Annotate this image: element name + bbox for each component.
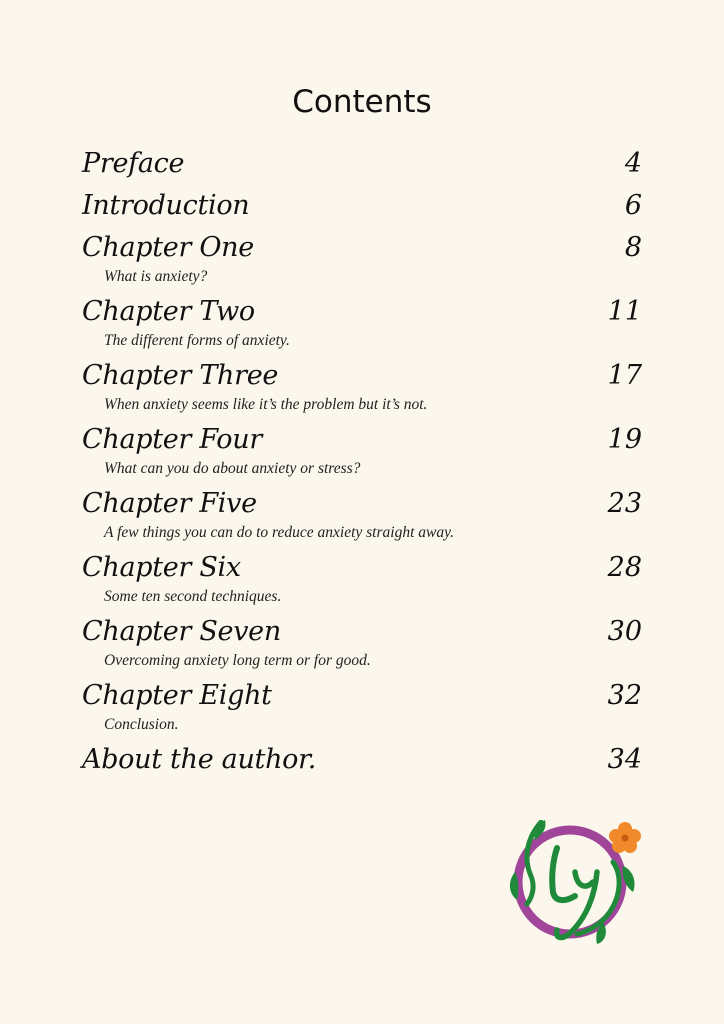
- toc-entry-page: 17: [607, 360, 642, 391]
- toc-entry-subtitle: Some ten second techniques.: [104, 588, 282, 605]
- toc-entry-page: 23: [607, 488, 642, 519]
- toc-entry-title: Chapter Two: [82, 296, 255, 327]
- logo-flower: [609, 822, 641, 853]
- toc-entry-preface[interactable]: [80, 148, 644, 188]
- toc-entry-subtitle: Conclusion.: [104, 716, 179, 733]
- toc-entry-chapter-eight[interactable]: [80, 680, 644, 733]
- toc-entry-title: Chapter Eight: [82, 680, 272, 711]
- toc-entry-page: 8: [624, 232, 642, 263]
- toc-entry-page: 6: [624, 190, 642, 221]
- toc-entry-subtitle: Overcoming anxiety long term or for good.: [104, 652, 371, 669]
- toc-entry-title: Introduction: [82, 190, 250, 221]
- logo-letter-l: [552, 848, 575, 900]
- toc-entry-chapter-five[interactable]: [80, 488, 644, 541]
- toc-entry-title: Chapter Four: [82, 424, 262, 455]
- page-title: Contents: [292, 84, 432, 120]
- toc-entry-title: Chapter One: [82, 232, 254, 263]
- toc-entry-page: 34: [607, 744, 642, 775]
- toc-entry-introduction[interactable]: [80, 190, 644, 230]
- ly-monogram-logo-icon: [505, 820, 645, 945]
- toc-entry-subtitle: When anxiety seems like it’s the problem but it’s not.: [104, 396, 428, 413]
- toc-entry-subtitle: What is anxiety?: [104, 268, 208, 285]
- toc-entry-subtitle: A few things you can do to reduce anxiety straight away.: [104, 524, 454, 541]
- toc-entry-chapter-three[interactable]: [80, 360, 644, 413]
- toc-entry-title: Preface: [82, 148, 185, 179]
- toc-entry-subtitle: What can you do about anxiety or stress?: [104, 460, 361, 477]
- toc-entry-title: Chapter Three: [82, 360, 279, 391]
- toc-entry-chapter-four[interactable]: [80, 424, 644, 477]
- toc-entry-chapter-one[interactable]: [80, 232, 644, 285]
- toc-entry-page: 4: [624, 148, 642, 179]
- toc-entry-page: 19: [607, 424, 642, 455]
- toc-entry-chapter-two[interactable]: [80, 296, 644, 349]
- toc-entry-about-the-author[interactable]: [80, 744, 644, 784]
- toc-entry-chapter-seven[interactable]: [80, 616, 644, 669]
- toc-entry-page: 32: [607, 680, 642, 711]
- toc-entry-subtitle: The different forms of anxiety.: [104, 332, 290, 349]
- toc-entry-title: Chapter Six: [82, 552, 241, 583]
- toc-entry-page: 30: [607, 616, 642, 647]
- toc-entry-title: About the author.: [82, 744, 317, 775]
- toc-entry-title: Chapter Seven: [82, 616, 281, 647]
- toc-entry-page: 11: [607, 296, 642, 327]
- toc-entry-page: 28: [607, 552, 642, 583]
- toc-entry-chapter-six[interactable]: [80, 552, 644, 605]
- toc-entry-title: Chapter Five: [82, 488, 257, 519]
